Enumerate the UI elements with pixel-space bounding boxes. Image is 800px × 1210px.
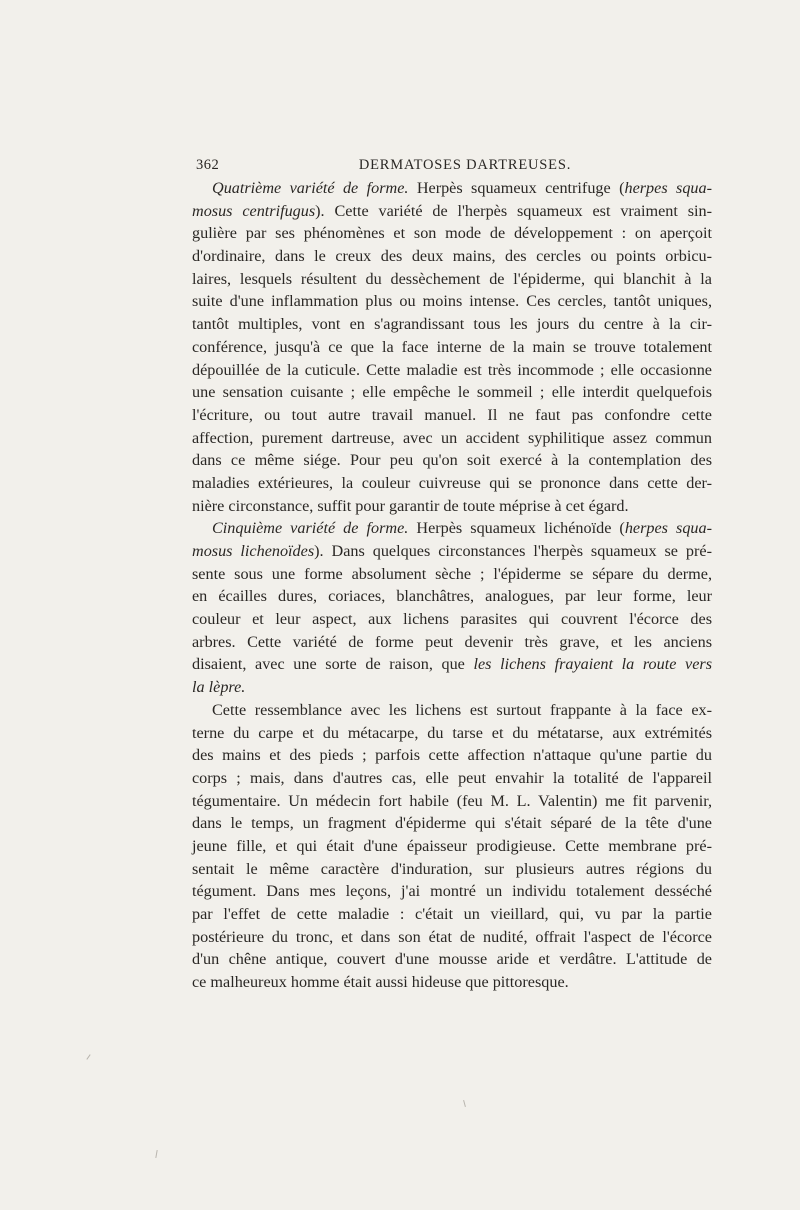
text-line [192,359,712,382]
text-segment: Cette ressemblance avec les lichens est surtout frappante à la face ex- [212,700,712,719]
text-line [192,790,712,813]
text-segment: dans ce même siége. Pour peu qu'on soit exercé à la contemplation des [192,451,712,470]
text-line [192,290,712,313]
text-segment: l'écriture, ou tout autre travail manuel. Il ne faut pas confondre cette [192,405,712,424]
page-number: 362 [196,157,220,173]
text-segment: suite d'une inflammation plus ou moins intense. Ces cercles, tantôt uniques, [192,292,712,311]
text-segment: ). Cette variété de l'herpès squameux est vraiment sin- [315,201,712,220]
italic-segment: les lichens frayaient la route vers [473,655,713,674]
italic-segment: mosus centrifugus [192,201,316,220]
text-line [192,926,712,949]
text-line [192,880,712,903]
paper-blemish [155,1150,157,1158]
italic-segment: Cinquième variété de forme. [212,519,409,538]
text-segment: Herpès squameux lichénoïde ( [408,519,625,538]
text-segment: tégument. Dans mes leçons, j'ai montré un individu totalement desséché [192,882,712,901]
italic-segment: herpes squa- [624,179,713,197]
text-segment: ). Dans quelques circonstances l'herpès squameux se pré- [314,542,712,560]
text-line [192,631,712,654]
text-segment: gulière par ses phénomènes et son mode de développement : on aperçoit [192,224,712,243]
text-segment: tantôt multiples, vont en s'agrandissant tous les jours du centre à la cir- [192,315,712,334]
text-line [192,449,712,472]
text-segment: ce malheureux homme était aussi hideuse que pittoresque. [192,973,569,992]
text-line [192,427,712,450]
text-line [192,676,712,699]
text-line [192,381,712,404]
text-line [192,313,712,336]
text-line [192,585,712,608]
italic-segment: mosus lichenoïdes [192,542,315,560]
text-segment: jeune fille, et qui était d'une épaisseur prodigieuse. Cette membrane pré- [192,836,712,855]
text-line [192,858,712,881]
italic-segment: la lèpre. [192,678,246,697]
text-line [192,835,712,858]
text-line [192,767,712,790]
paper-blemish [463,1100,466,1107]
text-segment: Herpès squameux centrifuge ( [408,179,625,197]
text-segment: conférence, jusqu'à ce que la face interne de la main se trouve totalement [192,337,712,356]
text-line [192,722,712,745]
text-segment: par l'effet de cette maladie : c'était un vieillard, qui, vu par la partie [192,905,712,923]
text-segment: nière circonstance, suffit pour garantir de toute méprise à cet égard. [192,496,629,515]
text-segment: dans le temps, un fragment d'épiderme qui s'était séparé de la tête d'une [192,814,712,833]
text-line [192,268,712,291]
running-head: DERMATOSES DARTREUSES. [358,157,572,173]
text-line [192,472,712,495]
text-segment: laires, lesquels résultent du dessèchement de l'épiderme, qui blanchit à la [192,269,712,288]
text-segment: en écailles dures, coriaces, blanchâtres, analogues, par leur forme, leur [192,587,712,606]
text-line [192,971,712,994]
text-line [192,744,712,767]
text-segment: maladies extérieures, la couleur cuivreuse qui se prononce dans cette der- [192,473,712,492]
text-line [192,699,712,722]
text-line [192,404,712,427]
text-segment: dépouillée de la cuticule. Cette maladie est très incommode ; elle occasionne [192,360,712,379]
text-line [192,903,712,926]
text-segment: d'ordinaire, dans le creux des deux mains, des cercles ou points orbicu- [192,247,712,266]
text-line [192,495,712,518]
text-line [192,177,712,200]
text-line [192,608,712,631]
text-segment: des mains et des pieds ; parfois cette affection n'attaque qu'une partie du [192,746,712,765]
body-text [192,177,712,994]
text-segment: corps ; mais, dans d'autres cas, elle peut envahir la totalité de l'appareil [192,768,712,787]
text-line [192,517,712,540]
text-segment: couleur et leur aspect, aux lichens parasites qui couvrent l'écorce des [192,610,712,629]
text-line [192,540,712,563]
text-segment: tégumentaire. Un médecin fort habile (feu M. L. Valentin) me fit parvenir, [192,791,712,810]
text-segment: terne du carpe et du métacarpe, du tarse et du métatarse, aux extrémités [192,723,712,742]
italic-segment: Quatrième variété de forme. [212,179,409,197]
text-segment: une sensation cuisante ; elle empêche le sommeil ; elle interdit quelquefois [192,383,712,402]
text-segment: postérieure du tronc, et dans son état de nudité, offrait l'aspect de l'écorce [192,927,712,946]
text-segment: sentait le même caractère d'induration, sur plusieurs autres régions du [192,859,712,878]
text-line [192,653,712,676]
text-line [192,200,712,223]
text-segment: disaient, avec une sorte de raison, que [192,655,474,674]
text-segment: affection, purement dartreuse, avec un accident syphilitique assez commun [192,428,712,447]
text-segment: arbres. Cette variété de forme peut devenir très grave, et les anciens [192,632,712,651]
text-line [192,336,712,359]
text-segment: sente sous une forme absolument sèche ; l'épiderme se sépare du derme, [192,564,712,583]
text-segment: d'un chêne antique, couvert d'une mousse aride et verdâtre. L'attitude de [192,950,712,969]
text-line [192,245,712,268]
text-line [192,563,712,586]
text-line [192,222,712,245]
text-line [192,812,712,835]
paper-blemish [86,1054,90,1059]
italic-segment: herpes squa- [624,519,713,538]
text-line [192,948,712,971]
